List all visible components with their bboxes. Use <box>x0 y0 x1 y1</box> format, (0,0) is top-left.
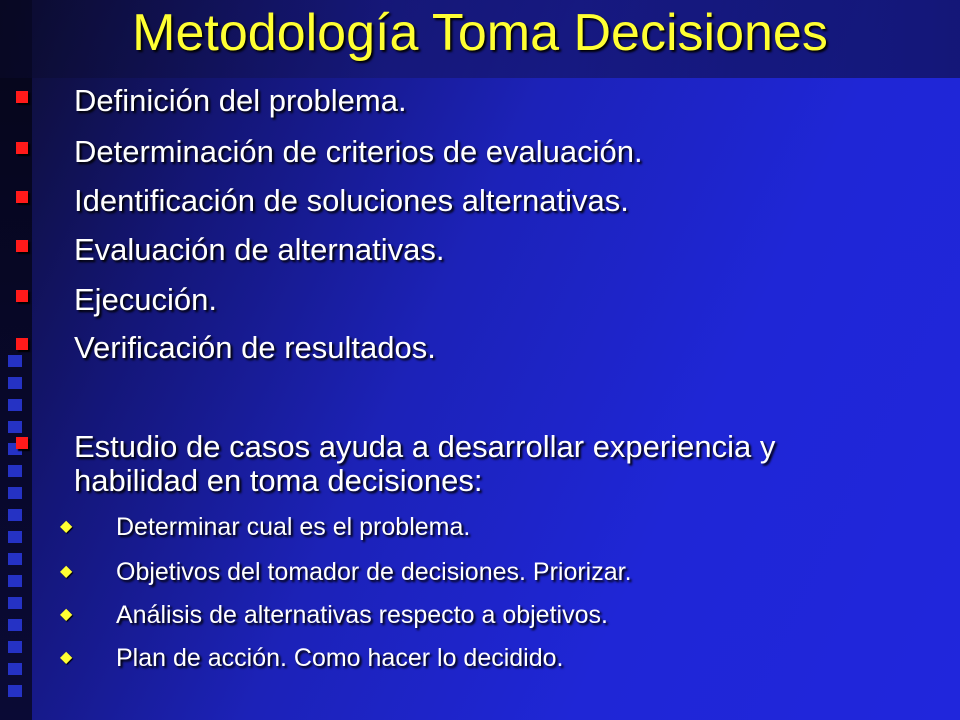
red-square-bullet-icon <box>16 290 28 302</box>
decorative-square <box>8 575 22 587</box>
red-square-bullet-icon <box>16 338 28 350</box>
yellow-diamond-icon: ◆ <box>60 649 73 666</box>
sub-bullet-item: Plan de acción. Como hacer lo decidido. <box>116 644 564 672</box>
bullet-item: Identificación de soluciones alternativas. <box>74 183 629 218</box>
red-square-bullet-icon <box>16 437 28 449</box>
decorative-square <box>8 487 22 499</box>
decorative-square <box>8 553 22 565</box>
yellow-diamond-icon: ◆ <box>60 563 73 580</box>
decorative-square <box>8 597 22 609</box>
decorative-square <box>8 465 22 477</box>
decorative-square <box>8 619 22 631</box>
bullet-item: Determinación de criterios de evaluación. <box>74 134 643 169</box>
decorative-square <box>8 421 22 433</box>
case-study-line-1: Estudio de casos ayuda a desarrollar experiencia y <box>74 429 776 464</box>
red-square-bullet-icon <box>16 191 28 203</box>
decorative-square <box>8 377 22 389</box>
yellow-diamond-icon: ◆ <box>60 606 73 623</box>
bullet-item: Verificación de resultados. <box>74 330 436 365</box>
sub-bullet-item: Determinar cual es el problema. <box>116 513 471 541</box>
decorative-square <box>8 355 22 367</box>
decorative-square <box>8 641 22 653</box>
decorative-square <box>8 399 22 411</box>
slide-title: Metodología Toma Decisiones <box>132 4 828 62</box>
bullet-item: Evaluación de alternativas. <box>74 232 445 267</box>
bullet-item: Ejecución. <box>74 282 218 317</box>
bullet-item: Definición del problema. <box>74 83 407 118</box>
decorative-square <box>8 663 22 675</box>
left-decoration-strip <box>0 0 32 720</box>
yellow-diamond-icon: ◆ <box>60 518 73 535</box>
red-square-bullet-icon <box>16 240 28 252</box>
sub-bullet-item: Objetivos del tomador de decisiones. Priorizar. <box>116 558 632 586</box>
sub-bullet-item: Análisis de alternativas respecto a objetivos. <box>116 601 608 629</box>
red-square-bullet-icon <box>16 91 28 103</box>
red-square-bullet-icon <box>16 142 28 154</box>
case-study-line-2: habilidad en toma decisiones: <box>74 463 483 498</box>
decorative-square <box>8 685 22 697</box>
decorative-square <box>8 509 22 521</box>
decorative-square <box>8 531 22 543</box>
